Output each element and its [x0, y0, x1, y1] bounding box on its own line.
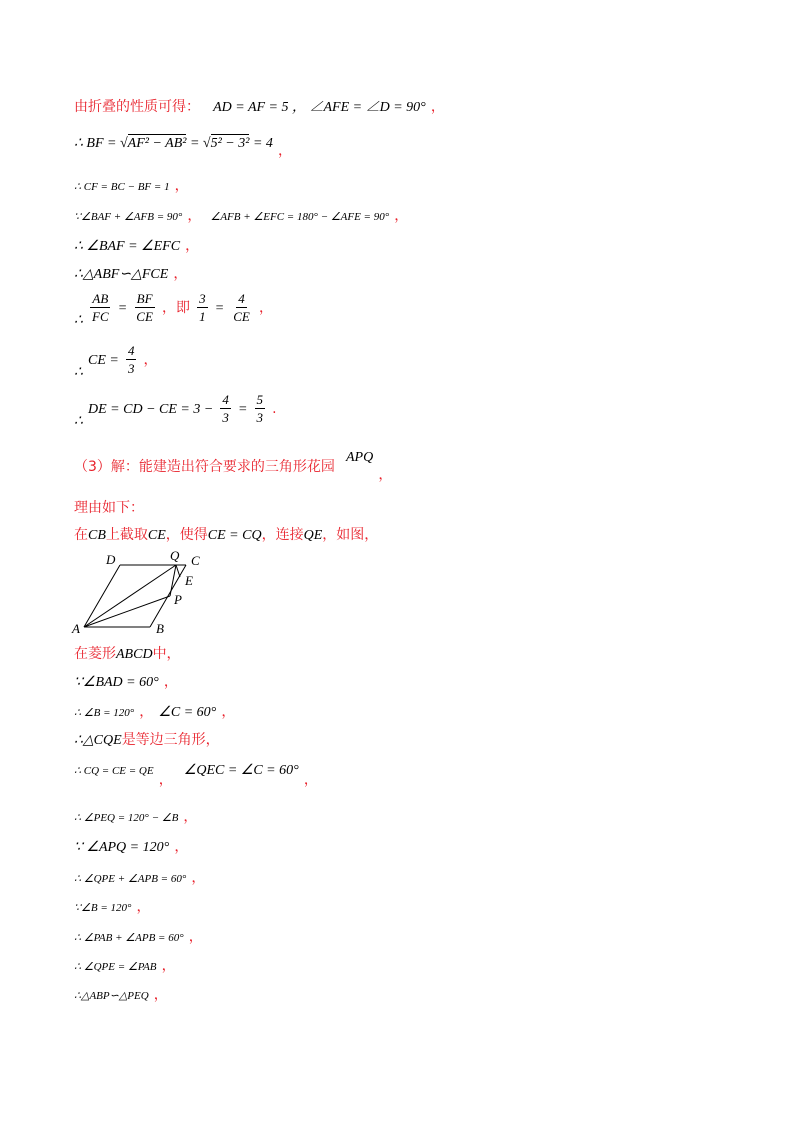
radicand-1: AF² − AB² — [127, 136, 187, 151]
math: ABCD — [116, 647, 153, 662]
line-qpe-pab — [74, 957, 176, 973]
math: ∵∠B = 120° — [74, 902, 132, 914]
math-apq: APQ — [346, 450, 374, 465]
label-a: A — [72, 621, 80, 636]
punct: ， — [143, 352, 158, 368]
line-part3-answer — [74, 448, 393, 483]
punct-sep: ， — [158, 772, 173, 788]
line-b-120 — [74, 898, 151, 914]
math: CE — [147, 528, 166, 543]
line-ce-value — [74, 343, 158, 380]
equals: = — [238, 402, 248, 417]
math-lhs: DE = CD − CE = 3 − — [88, 402, 214, 417]
math: ∵∠BAD = 60° — [74, 675, 159, 690]
rhombus-figure — [70, 548, 220, 638]
math: ∴ ∠QPE + ∠APB = 60° — [74, 873, 187, 885]
math: ∴ CF = BC − BF = 1 — [74, 181, 170, 193]
text: ，连接 — [261, 527, 304, 543]
label-c: C — [191, 553, 200, 568]
punct: ， — [378, 467, 393, 483]
text: 在菱形 — [74, 646, 116, 662]
label-e: E — [185, 573, 193, 588]
math: ∴△CQE — [74, 733, 122, 748]
text: 中， — [152, 646, 181, 662]
math-1: ∵∠BAF + ∠AFB = 90° — [74, 211, 183, 223]
punct: ， — [277, 143, 292, 159]
text: 由折叠的性质可得： — [74, 99, 200, 115]
math: AD = AF = 5 ， ∠AFE = ∠D = 90° — [213, 100, 426, 115]
therefore: ∴ — [74, 365, 83, 380]
label-b: B — [156, 621, 164, 636]
math-pre: ∴ BF = √ — [74, 136, 128, 151]
text-ji: ，即 — [162, 300, 190, 316]
line-fold-property — [74, 98, 445, 115]
fraction-ab-fc: $\frac{AB}{FC}$ — [92, 291, 109, 324]
line-rhombus — [74, 645, 181, 662]
equals: = — [117, 301, 128, 316]
line-baf-efc — [74, 237, 199, 254]
math-mid: = √ — [186, 136, 211, 151]
math: CE = CQ — [207, 528, 262, 543]
text: 上截取 — [105, 527, 148, 543]
equals: = — [214, 301, 225, 316]
text: 理由如下： — [74, 500, 144, 516]
line-peq — [74, 808, 197, 824]
punct: ， — [173, 266, 188, 282]
edge-da — [84, 565, 120, 627]
line-bad — [74, 673, 178, 690]
therefore: ∴ — [74, 414, 83, 429]
label-p: P — [174, 592, 182, 607]
label-d: D — [106, 552, 116, 567]
line-equilateral — [74, 731, 220, 748]
math: ∵ ∠APQ = 120° — [74, 840, 170, 855]
math-2: ∠AFB + ∠EFC = 180° − ∠AFE = 90° — [210, 211, 390, 223]
line-cq-ce-qe — [74, 761, 318, 788]
punct: . — [272, 401, 277, 417]
math-lhs: CE = — [88, 353, 119, 368]
line-de-value — [74, 392, 277, 429]
math-1: ∴ CQ = CE = QE — [74, 765, 154, 777]
math-2: ∠C = 60° — [158, 705, 217, 720]
line-angle-sum — [74, 207, 408, 223]
punct-sep: ， — [139, 704, 154, 720]
punct: ， — [430, 99, 445, 115]
therefore: ∴ — [74, 313, 83, 328]
line-b-c-angles — [74, 703, 235, 720]
line-similar-2 — [74, 986, 168, 1002]
math-post: = 4 — [249, 136, 273, 151]
segment-qe — [176, 565, 180, 577]
line-cf — [74, 177, 189, 193]
line-construction — [74, 526, 378, 543]
fraction-4-ce: $\frac{4}{CE}$ — [233, 291, 250, 324]
segment-aq — [84, 565, 176, 627]
line-reason — [74, 499, 144, 515]
math-1: ∴ ∠B = 120° — [74, 707, 135, 719]
math: ∴ ∠PAB + ∠APB = 60° — [74, 932, 184, 944]
math: ∴ ∠QPE = ∠PAB — [74, 961, 157, 973]
punct: ， — [191, 870, 206, 886]
math: ∴ ∠BAF = ∠EFC — [74, 239, 181, 254]
math: ∴△ABP∽△PEQ — [74, 990, 149, 1002]
punct: ， — [153, 987, 168, 1003]
punct: ， — [185, 238, 200, 254]
punct: ， — [394, 208, 409, 224]
punct: ， — [174, 178, 189, 194]
radicand-2: 5² − 3² — [210, 136, 250, 151]
punct-sep: ， — [187, 208, 202, 224]
punct: ， — [303, 772, 318, 788]
fraction-bf-ce: $\frac{BF}{CE}$ — [136, 291, 153, 324]
fraction-3-1: $\frac{3}{1}$ — [199, 291, 206, 324]
math: ∴△ABF∽△FCE — [74, 267, 169, 282]
line-bf-calc — [74, 134, 292, 159]
punct: ， — [188, 929, 203, 945]
punct: ， — [136, 899, 151, 915]
punct: ， — [221, 704, 236, 720]
punct: ， — [163, 674, 178, 690]
punct: ， — [161, 958, 176, 974]
line-ratio — [74, 291, 273, 328]
line-apq — [74, 838, 188, 855]
text: ，如图， — [322, 527, 379, 543]
math: ∴ ∠PEQ = 120° − ∠B — [74, 812, 179, 824]
text: （3）解：能建造出符合要求的三角形花园 — [74, 459, 335, 475]
fraction-4-3: $\frac{4}{3}$ — [127, 343, 135, 376]
fraction-5-3: $\frac{5}{3}$ — [256, 392, 264, 425]
punct: ， — [174, 839, 189, 855]
math: CB — [88, 528, 106, 543]
text: 是等边三角形， — [121, 732, 220, 748]
fraction-4-3: $\frac{4}{3}$ — [222, 392, 229, 425]
math-2: ∠QEC = ∠C = 60° — [183, 763, 299, 778]
line-qpe-apb — [74, 869, 205, 885]
punct: ， — [183, 809, 198, 825]
text: ，使得 — [165, 527, 208, 543]
line-similar-1 — [74, 265, 187, 282]
label-q: Q — [170, 548, 180, 563]
line-pab-apb — [74, 928, 203, 944]
text: 在 — [74, 527, 88, 543]
math: QE — [303, 528, 323, 543]
punct: ， — [258, 300, 273, 316]
